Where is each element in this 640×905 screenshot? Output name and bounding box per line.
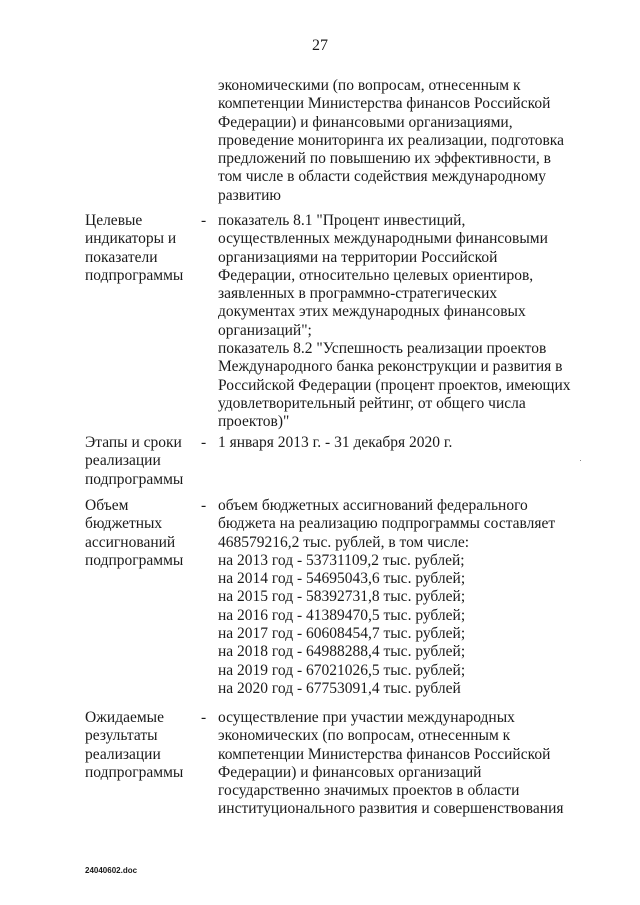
text-line: экономическими (по вопросам, отнесенным к [218,77,521,94]
label-line: индикаторы и [85,230,177,248]
section-label [85,709,197,782]
label-line: Этапы и сроки [85,434,182,451]
dash-separator: - [201,434,207,451]
text-line: на 2014 год - 54695043,6 тыс. рублей; [218,570,466,588]
text-line: Федерации) и финансовых организаций [218,763,482,781]
dash-separator: - [201,212,207,229]
text-line: показатель 8.1 "Процент инвестиций, [218,212,466,229]
label-line: Объем [85,497,129,514]
text-line: компетенции Министерства финансов Российской [218,745,551,763]
text-line: бюджета на реализацию подпрограммы составляет [218,515,556,533]
text-line: том числе в области содействия международному [218,168,547,186]
text-line: Международного банка реконструкции и развития в [218,358,563,376]
label-line: Целевые [85,212,143,229]
text-line: 468579216,2 тыс. рублей, в том числе: [218,533,470,551]
text-line: показатель 8.2 "Успешность реализации проектов [218,340,547,358]
label-line: ассигнований [85,533,176,551]
text-line: на 2016 год - 41389470,5 тыс. рублей; [218,606,466,624]
label-line: бюджетных [85,515,163,533]
text-line: предложений по повышению их эффективности, в [218,150,551,168]
text-line: на 2020 год - 67753091,4 тыс. рублей [218,679,461,697]
label-line: реализации [85,452,161,470]
text-line: государственно значимых проектов в области [218,782,520,800]
text-line: развитию [218,186,282,204]
text-line: 1 января 2013 г. - 31 декабря 2020 г. [218,434,453,451]
text-line: Федерации, относительно целевых ориентиров, [218,266,534,284]
label-line: реализации [85,745,161,763]
text-line: на 2018 год - 64988288,4 тыс. рублей; [218,643,466,661]
text-line: институционального развития и совершенствования [218,800,564,818]
text-line: организациями на территории Российской [218,248,498,266]
scan-speck [580,460,581,461]
label-line: результаты [85,727,158,745]
file-name-footer: 24040602.doc [85,866,138,875]
page-number: 27 [312,37,328,54]
text-line: на 2015 год - 58392731,8 тыс. рублей; [218,588,466,606]
section-content [218,709,588,819]
text-line: Российской Федерации (процент проектов, имеющих [218,376,571,394]
section-content [218,212,588,432]
label-line: подпрограммы [85,551,184,569]
intro-text [218,77,588,205]
text-line: проектов)" [218,413,290,431]
section-label [85,434,197,489]
text-line: на 2013 год - 53731109,2 тыс. рублей; [218,551,465,569]
dash-separator: - [201,497,207,514]
label-line: подпрограммы [85,266,184,284]
text-line: объем бюджетных ассигнований федерального [218,497,528,514]
section-label [85,497,197,570]
text-line: Федерации) и финансовыми организациями, [218,113,513,131]
section-label [85,212,197,285]
text-line: документах этих международных финансовых [218,303,526,321]
text-line: на 2019 год - 67021026,5 тыс. рублей; [218,661,466,679]
text-line: организаций"; [218,321,312,339]
text-line: экономических (по вопросам, отнесенным к [218,727,511,745]
label-line: Ожидаемые [85,709,164,726]
text-line: на 2017 год - 60608454,7 тыс. рублей; [218,625,466,643]
text-line: заявленных в программно-стратегических [218,285,498,303]
section-content [218,497,588,698]
label-line: подпрограммы [85,470,184,488]
label-line: показатели [85,248,158,266]
text-line: осуществление при участии международных [218,709,515,726]
label-line: подпрограммы [85,763,184,781]
section-content [218,434,588,452]
dash-separator: - [201,709,207,726]
text-line: компетенции Министерства финансов Российской [218,95,551,113]
text-line: удовлетворительный рейтинг, от общего числа [218,394,526,412]
text-line: проведение мониторинга их реализации, подготовка [218,131,564,149]
text-line: осуществленных международными финансовыми [218,230,548,248]
